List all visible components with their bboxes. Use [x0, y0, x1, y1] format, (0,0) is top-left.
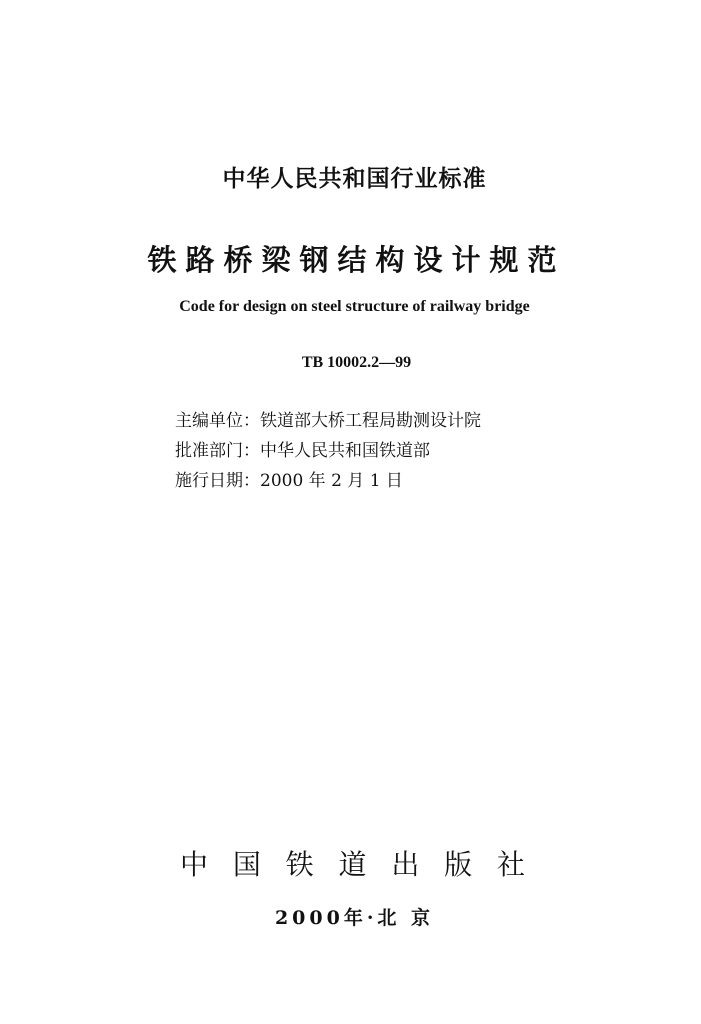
- publisher-char: 道: [338, 848, 367, 881]
- document-title-english: Code for design on steel structure of railway bridge: [179, 298, 530, 315]
- info-block: [175, 403, 595, 493]
- publisher-char: 中: [180, 848, 209, 881]
- publication-date-place: 2000年·北 京: [274, 907, 435, 929]
- publisher-char: 国: [232, 848, 261, 881]
- effective-date: 施行日期：2000 年 2 月 1 日: [175, 470, 403, 491]
- editor-unit: 主编单位：铁道部大桥工程局勘测设计院: [175, 410, 481, 431]
- publisher-char: 版: [444, 848, 473, 881]
- publisher-char: 出: [391, 848, 420, 881]
- publisher-char: 社: [496, 848, 525, 881]
- document-title-chinese: 铁路桥梁钢结构设计规范: [147, 243, 566, 277]
- publisher-char: 铁: [285, 848, 314, 881]
- standard-category-heading: 中华人民共和国行业标准: [222, 166, 487, 192]
- publisher-name: [180, 843, 525, 883]
- standard-code: TB 10002.2—99: [301, 354, 412, 371]
- approving-department: 批准部门：中华人民共和国铁道部: [175, 440, 430, 461]
